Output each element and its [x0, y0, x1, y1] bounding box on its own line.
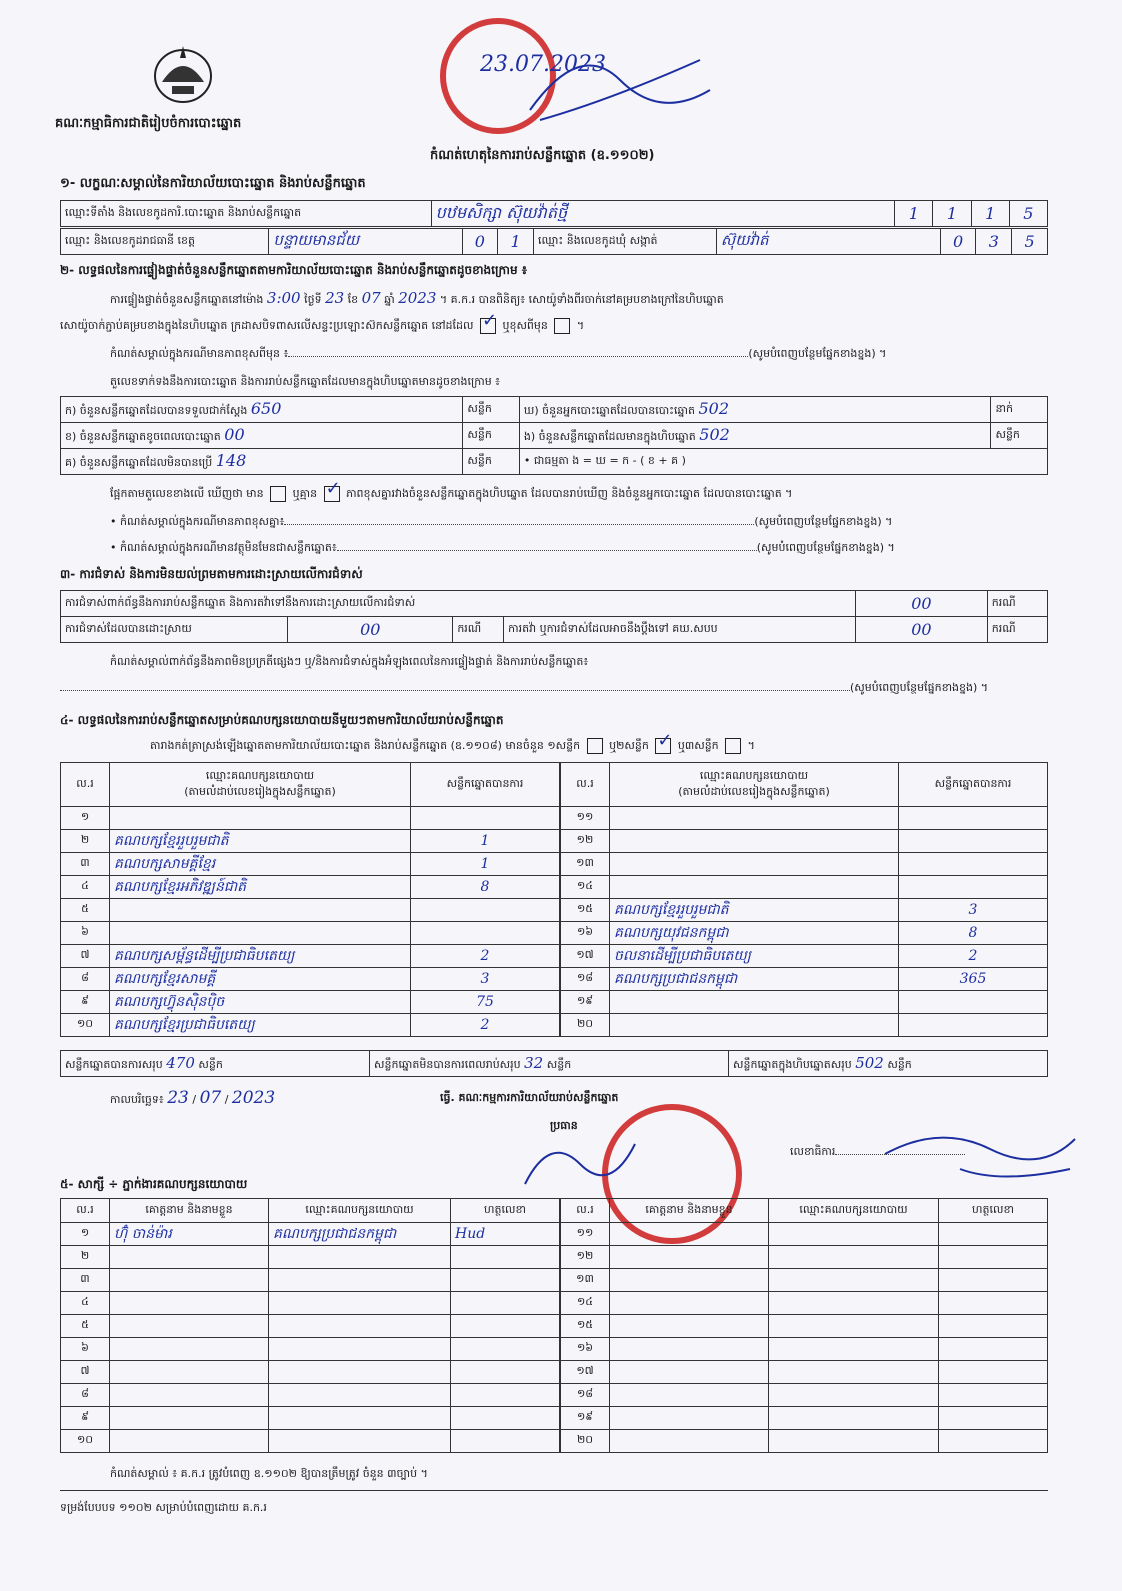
results-row-no: ៨: [61, 968, 110, 991]
table-row: [561, 1338, 1048, 1361]
table-row: [561, 830, 1048, 853]
complaints-row2-unit: ករណី: [453, 617, 504, 643]
witness-row-sign: [451, 1269, 560, 1292]
table-row: [561, 1315, 1048, 1338]
province-value: បន្ទាយមានជ័យ: [269, 229, 462, 255]
table-row: [561, 1246, 1048, 1269]
table-row: [61, 876, 560, 899]
witness-row-sign: [939, 1384, 1048, 1407]
table-row: [61, 1338, 560, 1361]
witness-row-party: [269, 1315, 451, 1338]
table-row: [61, 899, 560, 922]
witness-row-sign: [451, 1246, 560, 1269]
table-row: [561, 1361, 1048, 1384]
verify-line-2: សោយ៉ូចាក់ភ្ជាប់គម្របខាងក្នុងនៃហិបឆ្នោត ក្រដាសបិទពាសលើសន្ទះប្រឡោះស៊កសន្លឹកឆ្នោត នៅដដែល ✓ ឬខុសពីមុន ។: [60, 318, 584, 334]
table-row: [61, 1384, 560, 1407]
table-row: [561, 1292, 1048, 1315]
results-row-party: [610, 853, 899, 876]
org-label: គណៈកម្មាធិការជាតិរៀបចំការបោះឆ្នោត: [55, 116, 242, 131]
complaints-row2-value-b: 00: [856, 617, 988, 643]
compare-line: ផ្អែកតាមតួលេខខាងលើ ឃើញថា មាន ឬគ្មាន ✓ ភាពខុសគ្នារវាងចំនួនសន្លឹកឆ្នោតក្នុងហិបឆ្នោត ដែលបានរាប់ឃើញ និងចំនួនអ្នកបោះឆ្នោត ដែលបានបោះឆ្នោត ។: [110, 486, 792, 502]
results-row-no: ៤: [61, 876, 110, 899]
results-header-party: ឈ្មោះគណបក្សនយោបាយ (តាមលំដាប់លេខរៀងក្នុងសន្លឹកឆ្នោត): [110, 763, 411, 807]
witness-row-name: [110, 1269, 269, 1292]
witness-row-sign: [939, 1246, 1048, 1269]
table-row: [61, 1361, 560, 1384]
three-sheets-checkbox[interactable]: [725, 738, 741, 754]
count-ka-unit: សន្លឹក: [463, 397, 519, 423]
witness-row-sign: [451, 1430, 560, 1453]
results-row-votes: 1: [411, 853, 560, 876]
results-row-party: [610, 807, 899, 830]
results-row-party: គណបក្សសម្ព័ន្ធដើម្បីប្រជាធិបតេយ្យ: [110, 945, 411, 968]
results-row-party: ចលនាដើម្បីប្រជាធិបតេយ្យ: [610, 945, 899, 968]
results-row-no: ១២: [561, 830, 610, 853]
complaints-note-line: (សូមបំពេញបន្ថែមផ្នែកខាងខ្នង) ។: [60, 680, 988, 696]
results-row-votes: 8: [899, 922, 1048, 945]
witness-row-party: [269, 1269, 451, 1292]
table-row: [61, 922, 560, 945]
count-kha-label: ខ) ចំនួនសន្លឹកឆ្នោតខូចពេលបោះឆ្នោត 00: [61, 423, 463, 449]
witness-row-party: គណបក្សប្រជាជនកម្ពុជា: [269, 1223, 451, 1246]
witness-row-name: [610, 1361, 769, 1384]
province-code-1: 0: [462, 229, 498, 255]
commune-code-1: 0: [940, 229, 976, 255]
table-row: [61, 1014, 560, 1037]
results-row-no: ១៣: [561, 853, 610, 876]
count-ka-label: ក) ចំនួនសន្លឹកឆ្នោតដែលបានទទួលជាក់ស្ដែង 650: [61, 397, 463, 423]
count-kho-unit: នាក់: [991, 397, 1048, 423]
table-row: [61, 1223, 560, 1246]
witness-header-sign: ហត្ថលេខា: [939, 1199, 1048, 1223]
results-row-votes: [899, 807, 1048, 830]
witness-row-sign: [939, 1338, 1048, 1361]
results-row-no: ១៤: [561, 876, 610, 899]
counts-intro: តួលេខទាក់ទងនឹងការបោះឆ្នោត និងការរាប់សន្លឹកឆ្នោតដែលមានក្នុងហិបឆ្នោតមានដូចខាងក្រោម ៖: [110, 375, 501, 388]
sheets-line: តារាងកត់ត្រាស្រង់ឡើងឆ្នោតតាមការិយាល័យបោះឆ្នោត និងរាប់សន្លឹកឆ្នោត (ឧ.១១០៨) មានចំនួន ១សន្លឹក ឬ២សន្លឹក ✓ ឬ៣សន្លឹក ។: [150, 738, 755, 754]
witness-row-name: [110, 1292, 269, 1315]
witness-header-party: ឈ្មោះគណបក្សនយោបាយ: [269, 1199, 451, 1223]
witness-row-party: [769, 1269, 939, 1292]
table-row: [561, 922, 1048, 945]
one-sheet-checkbox[interactable]: [587, 738, 603, 754]
results-header-party: ឈ្មោះគណបក្សនយោបាយ (តាមលំដាប់លេខរៀងក្នុងសន្លឹកឆ្នោត): [610, 763, 899, 807]
table-row: [561, 1407, 1048, 1430]
results-row-party: គណបក្សសាមគ្គីខ្មែរ: [110, 853, 411, 876]
results-row-party: [110, 807, 411, 830]
verify-day: 23: [325, 289, 345, 307]
witness-row-name: [110, 1384, 269, 1407]
note-diff-line: កំណត់សម្គាល់ក្នុងករណីមានភាពខុសពីមុន ៖ (សូមបំពេញបន្ថែមផ្នែកខាងខ្នង) ។: [110, 347, 887, 360]
bullet-non-ballot: • កំណត់សម្គាល់ក្នុងករណីមានវត្ថុមិនមែនជាសន្លឹកឆ្នោត៖ (សូមបំពេញបន្ថែមផ្នែកខាងខ្នង) ។: [110, 541, 895, 554]
witness-row-sign: [939, 1430, 1048, 1453]
witness-row-no: ១៣: [561, 1269, 610, 1292]
table-row: [561, 853, 1048, 876]
table-row: [61, 1430, 560, 1453]
section-2-title: ២- លទ្ធផលនៃការផ្ទៀងផ្ទាត់ចំនួនសន្លឹកឆ្នោតតាមការិយាល័យបោះឆ្នោត និងរាប់សន្លឹកឆ្នោតដូចខាងក្រោម ៖: [60, 263, 528, 277]
witness-row-sign: [939, 1269, 1048, 1292]
results-row-party: [610, 991, 899, 1014]
witness-table-left: [60, 1198, 560, 1453]
witness-row-party: [269, 1430, 451, 1453]
witness-row-party: [269, 1338, 451, 1361]
results-header-votes: សន្លឹកឆ្នោតបានការ: [899, 763, 1048, 807]
table-row: [61, 807, 560, 830]
count-ngo-label: ង) ចំនួនសន្លឹកឆ្នោតដែលមានក្នុងហិបឆ្នោត 502: [519, 423, 991, 449]
results-row-party: គណបក្សយុវជនកម្ពុជា: [610, 922, 899, 945]
witness-row-party: [769, 1315, 939, 1338]
results-row-no: ២០: [561, 1014, 610, 1037]
results-row-votes: [411, 899, 560, 922]
results-row-votes: 3: [899, 899, 1048, 922]
secretary-signature: [880, 1124, 1080, 1184]
table-row: [61, 830, 560, 853]
witness-row-sign: [451, 1407, 560, 1430]
results-row-no: ១៦: [561, 922, 610, 945]
witness-row-name: [610, 1269, 769, 1292]
witness-row-party: [769, 1361, 939, 1384]
results-row-no: ១៨: [561, 968, 610, 991]
witness-row-sign: [451, 1338, 560, 1361]
signing-date: កាលបរិច្ឆេទ៖ 23 / 07 / 2023: [110, 1088, 276, 1108]
witness-row-name: [610, 1407, 769, 1430]
results-row-party: គណបក្សខ្មែររួបរួមជាតិ: [610, 899, 899, 922]
commune-code-3: 5: [1012, 229, 1048, 255]
results-row-party: [610, 1014, 899, 1037]
witness-header-name: គោត្តនាម និងនាមខ្លួន: [610, 1199, 769, 1223]
total-box-cell: សន្លឹកឆ្នោតក្នុងហិបឆ្នោតសរុប 502 សន្លឹក: [729, 1051, 1048, 1077]
changed-checkbox[interactable]: [554, 318, 570, 334]
results-row-party: គណបក្សខ្មែរអភិវឌ្ឍន៍ជាតិ: [110, 876, 411, 899]
witness-row-sign: [451, 1384, 560, 1407]
witness-row-sign: [451, 1315, 560, 1338]
complaints-note: កំណត់សម្គាល់ពាក់ព័ន្ធនឹងភាពមិនប្រក្រតីផ្សេងៗ ឬ/និងការជំទាស់ក្នុងអំឡុងពេលនៃការផ្ទៀងផ្ទាត់ និងការរាប់សន្លឹកឆ្នោត៖: [110, 655, 589, 668]
count-formula: • ជាធម្មតា ង = ឃ = ក - ( ខ + គ ): [519, 449, 1047, 475]
complaints-row2-label: ការជំទាស់ដែលបានដោះស្រាយ: [61, 617, 288, 643]
witness-row-sign: [939, 1223, 1048, 1246]
witness-row-name: [610, 1223, 769, 1246]
table-row: [61, 853, 560, 876]
witness-row-no: ៤: [61, 1292, 110, 1315]
section-1-table-row2: [60, 228, 1048, 255]
table-row: [561, 991, 1048, 1014]
verify-line-1: ការផ្ទៀងផ្ទាត់ចំនួនសន្លឹកឆ្នោតនៅម៉ោង 3:00 ថ្ងៃទី 23 ខែ 07 ឆ្នាំ 2023 ។ គ.ក.រ បានពិនិត្យ៖ សោយ៉ូទាំងពីរចាក់នៅគម្របខាងក្រៅនៃហិបឆ្នោត: [110, 289, 724, 307]
results-row-votes: [411, 922, 560, 945]
witness-row-party: [269, 1384, 451, 1407]
witness-row-sign: [939, 1292, 1048, 1315]
count-kho-label: ឃ) ចំនួនអ្នកបោះឆ្នោតដែលបានបោះឆ្នោត 502: [519, 397, 991, 423]
results-row-votes: 3: [411, 968, 560, 991]
document-title: កំណត់ហេតុនៃការរាប់សន្លឹកឆ្នោត (ឧ.១១០២): [430, 148, 655, 163]
results-row-party: គណបក្សខ្មែររួបរួមជាតិ: [110, 830, 411, 853]
results-row-votes: [899, 1014, 1048, 1037]
results-row-no: ១: [61, 807, 110, 830]
results-row-votes: 75: [411, 991, 560, 1014]
results-row-votes: [411, 807, 560, 830]
results-row-no: ២: [61, 830, 110, 853]
commune-code-2: 3: [976, 229, 1012, 255]
complaints-row2-label-b: ការតវ៉ា ឬការជំទាស់ដែលអាចនឹងប្ដឹងទៅ គឃ.សបប: [504, 617, 856, 643]
complaints-row1-unit: ករណី: [987, 591, 1047, 617]
witness-row-sign: [451, 1292, 560, 1315]
witness-row-no: ១៥: [561, 1315, 610, 1338]
results-row-party: [610, 830, 899, 853]
witness-row-name: [610, 1430, 769, 1453]
secretary-label: លេខាធិការ: [790, 1144, 965, 1160]
results-row-votes: 365: [899, 968, 1048, 991]
witness-row-no: ៣: [61, 1269, 110, 1292]
witness-row-name: [610, 1315, 769, 1338]
results-header-votes: សន្លឹកឆ្នោតបានការ: [411, 763, 560, 807]
witness-row-name: [610, 1246, 769, 1269]
witness-row-sign: [939, 1407, 1048, 1430]
results-row-votes: [899, 830, 1048, 853]
counts-table: [60, 396, 1048, 475]
witness-row-name: [110, 1407, 269, 1430]
witness-row-party: [769, 1292, 939, 1315]
results-row-party: គណបក្សខ្មែរប្រជាធិបតេយ្យ: [110, 1014, 411, 1037]
witness-row-party: [769, 1430, 939, 1453]
table-row: [561, 876, 1048, 899]
results-header-no: ល.រ: [561, 763, 610, 807]
results-row-party: [110, 922, 411, 945]
results-table-right: [560, 762, 1048, 1037]
unchanged-checkbox[interactable]: [480, 318, 496, 334]
footnote: កំណត់សម្គាល់ ៖ គ.ក.រ ត្រូវបំពេញ ឧ.១១០២ ឱ្យបានត្រឹមត្រូវ ចំនួន ៣ច្បាប់ ។: [110, 1467, 428, 1480]
complaints-table: [60, 590, 1048, 643]
commune-label: ឈ្មោះ និងលេខកូដឃុំ សង្កាត់: [534, 229, 717, 255]
results-row-votes: 8: [411, 876, 560, 899]
table-row: [61, 1407, 560, 1430]
witness-row-no: ១២: [561, 1246, 610, 1269]
table-row: [61, 1292, 560, 1315]
results-row-no: ៧: [61, 945, 110, 968]
witness-row-no: ១៩: [561, 1407, 610, 1430]
total-invalid-cell: សន្លឹកឆ្នោតមិនបានការពេលរាប់សរុប 32 សន្លឹក: [370, 1051, 729, 1077]
count-ngo-unit: សន្លឹក: [991, 423, 1048, 449]
witness-header-no: ល.រ: [61, 1199, 110, 1223]
witness-row-party: [269, 1246, 451, 1269]
count-ko-label: គ) ចំនួនសន្លឹកឆ្នោតដែលមិនបានប្រើ 148: [61, 449, 463, 475]
results-row-no: ១៧: [561, 945, 610, 968]
witness-row-no: ២: [61, 1246, 110, 1269]
witness-row-no: ៦: [61, 1338, 110, 1361]
footer-text: ទម្រង់បែបបទ ១១០២ សម្រាប់បំពេញដោយ គ.ក.រ: [60, 1501, 267, 1514]
results-row-votes: 2: [411, 945, 560, 968]
results-row-no: ១០: [61, 1014, 110, 1037]
table-row: [61, 991, 560, 1014]
witness-row-party: [769, 1384, 939, 1407]
results-row-votes: 1: [411, 830, 560, 853]
bullet-difference: • កំណត់សម្គាល់ក្នុងករណីមានភាពខុសគ្នា៖ (សូមបំពេញបន្ថែមផ្នែកខាងខ្នង) ។: [110, 515, 893, 528]
witness-row-party: [769, 1338, 939, 1361]
complaints-row2-value: 00: [288, 617, 453, 643]
table-row: [561, 945, 1048, 968]
province-code-2: 1: [498, 229, 534, 255]
table-row: [61, 1269, 560, 1292]
table-row: [561, 807, 1048, 830]
witness-row-party: [269, 1292, 451, 1315]
results-row-party: [110, 899, 411, 922]
results-row-no: ១៥: [561, 899, 610, 922]
table-row: [561, 1269, 1048, 1292]
results-row-party: គណបក្សហ៊្វុនស៊ិនប៉ិច: [110, 991, 411, 1014]
witness-row-no: ១៦: [561, 1338, 610, 1361]
witness-row-party: [769, 1246, 939, 1269]
results-row-party: គណបក្សខ្មែរសាមគ្គី: [110, 968, 411, 991]
witness-row-name: [110, 1315, 269, 1338]
witness-row-party: [269, 1361, 451, 1384]
results-row-votes: [899, 876, 1048, 899]
witness-row-no: ១៧: [561, 1361, 610, 1384]
section-4-title: ៤- លទ្ធផលនៃការរាប់សន្លឹកឆ្នោតសម្រាប់គណបក្សនយោបាយនីមួយៗតាមការិយាល័យរាប់សន្លឹកឆ្នោត: [60, 713, 504, 727]
witness-row-name: [110, 1338, 269, 1361]
president-label: ប្រធាន: [550, 1119, 578, 1132]
footer-divider: [60, 1490, 1048, 1491]
witness-row-no: ១៤: [561, 1292, 610, 1315]
office-code-4: 5: [1009, 201, 1047, 227]
count-ko-unit: សន្លឹក: [463, 449, 519, 475]
two-sheets-checkbox[interactable]: [655, 738, 671, 754]
complaints-row1-value: 00: [856, 591, 988, 617]
province-label: ឈ្មោះ និងលេខកូដរាជធានី ខេត្ត: [61, 229, 269, 255]
results-row-no: ១១: [561, 807, 610, 830]
witness-table-right: [560, 1198, 1048, 1453]
has-difference-checkbox[interactable]: [270, 486, 286, 502]
handwritten-signature-top: [520, 20, 720, 130]
table-row: [561, 1014, 1048, 1037]
total-valid-cell: សន្លឹកឆ្នោតបានការសរុប 470 សន្លឹក: [61, 1051, 370, 1077]
witness-row-name: [610, 1292, 769, 1315]
president-signature: [520, 1124, 640, 1194]
table-row: [561, 899, 1048, 922]
section-1-title: ១- លក្ខណៈសម្គាល់នៃការិយាល័យបោះឆ្នោត និងរាប់សន្លឹកឆ្នោត: [60, 176, 366, 191]
witness-row-no: ៨: [61, 1384, 110, 1407]
results-row-party: គណបក្សប្រជាជនកម្ពុជា: [610, 968, 899, 991]
results-totals: [60, 1050, 1048, 1077]
witness-row-name: [110, 1361, 269, 1384]
results-row-no: ៣: [61, 853, 110, 876]
office-code-2: 1: [933, 201, 971, 227]
results-header-no: ល.រ: [61, 763, 110, 807]
witness-row-name: [610, 1384, 769, 1407]
stamp-date-handwritten: 23.07.2023: [480, 52, 606, 77]
witness-header-party: ឈ្មោះគណបក្សនយោបាយ: [769, 1199, 939, 1223]
witness-header-no: ល.រ: [561, 1199, 610, 1223]
witness-row-no: ៧: [61, 1361, 110, 1384]
section-1-table: [60, 200, 1048, 227]
commune-value: ស៊ុយវ៉ាត់: [716, 229, 940, 255]
section-5-title: ៥- សាក្សី ÷ ភ្នាក់ងារគណបក្សនយោបាយ: [60, 1177, 248, 1191]
results-row-no: ៥: [61, 899, 110, 922]
witness-row-sign: [939, 1361, 1048, 1384]
nec-logo: [150, 42, 216, 106]
witness-row-party: [769, 1407, 939, 1430]
witness-row-no: ១០: [61, 1430, 110, 1453]
witness-row-sign: Hud: [451, 1223, 560, 1246]
witness-row-sign: [451, 1361, 560, 1384]
table-row: [561, 968, 1048, 991]
verify-year: 2023: [398, 289, 437, 307]
witness-header-sign: ហត្ថលេខា: [451, 1199, 560, 1223]
office-code-3: 1: [971, 201, 1009, 227]
witness-row-no: ១៨: [561, 1384, 610, 1407]
witness-row-name: ហ៊ុំ ចាន់ម៉ារ: [110, 1223, 269, 1246]
results-row-party: [610, 876, 899, 899]
witness-row-party: [269, 1407, 451, 1430]
table-row: [61, 1315, 560, 1338]
witness-row-no: ១: [61, 1223, 110, 1246]
table-row: [561, 1430, 1048, 1453]
committee-label: ធ្វើ. គណៈកម្មការការិយាល័យរាប់សន្លឹកឆ្នោត: [440, 1091, 619, 1104]
results-row-votes: [899, 991, 1048, 1014]
witness-row-name: [110, 1246, 269, 1269]
section-3-title: ៣- ការជំទាស់ និងការមិនយល់ព្រមតាមការដោះស្រាយលើការជំទាស់: [60, 567, 363, 581]
table-row: [61, 1246, 560, 1269]
witness-row-no: ២០: [561, 1430, 610, 1453]
results-table-left: [60, 762, 560, 1037]
table-row: [61, 945, 560, 968]
table-row: [561, 1223, 1048, 1246]
witness-row-no: ៥: [61, 1315, 110, 1338]
verify-month: 07: [361, 289, 381, 307]
complaints-row2-unit-b: ករណី: [987, 617, 1047, 643]
table-row: [61, 968, 560, 991]
table-row: [561, 1384, 1048, 1407]
witness-row-name: [610, 1338, 769, 1361]
results-row-no: ១៩: [561, 991, 610, 1014]
results-row-votes: 2: [411, 1014, 560, 1037]
witness-row-sign: [939, 1315, 1048, 1338]
verify-time: 3:00: [266, 289, 301, 307]
office-code-1: 1: [895, 201, 933, 227]
witness-row-no: ១១: [561, 1223, 610, 1246]
results-row-votes: [899, 853, 1048, 876]
office-label: ឈ្មោះទីតាំង និងលេខកូដការិ.បោះឆ្នោត និងរាប់សន្លឹកឆ្នោត: [61, 201, 432, 227]
results-row-no: ៦: [61, 922, 110, 945]
witness-row-name: [110, 1430, 269, 1453]
count-kha-unit: សន្លឹក: [463, 423, 519, 449]
results-row-votes: 2: [899, 945, 1048, 968]
witness-header-name: គោត្តនាម និងនាមខ្លួន: [110, 1199, 269, 1223]
no-difference-checkbox[interactable]: [324, 486, 340, 502]
witness-row-party: [769, 1223, 939, 1246]
results-row-no: ៩: [61, 991, 110, 1014]
complaints-row1-label: ការជំទាស់ពាក់ព័ន្ធនឹងការរាប់សន្លឹកឆ្នោត និងការតវ៉ាទៅនឹងការដោះស្រាយលើការជំទាស់: [61, 591, 856, 617]
witness-row-no: ៩: [61, 1407, 110, 1430]
office-value: បឋមសិក្សា ស៊ុយវ៉ាត់ថ្មី: [431, 201, 895, 227]
